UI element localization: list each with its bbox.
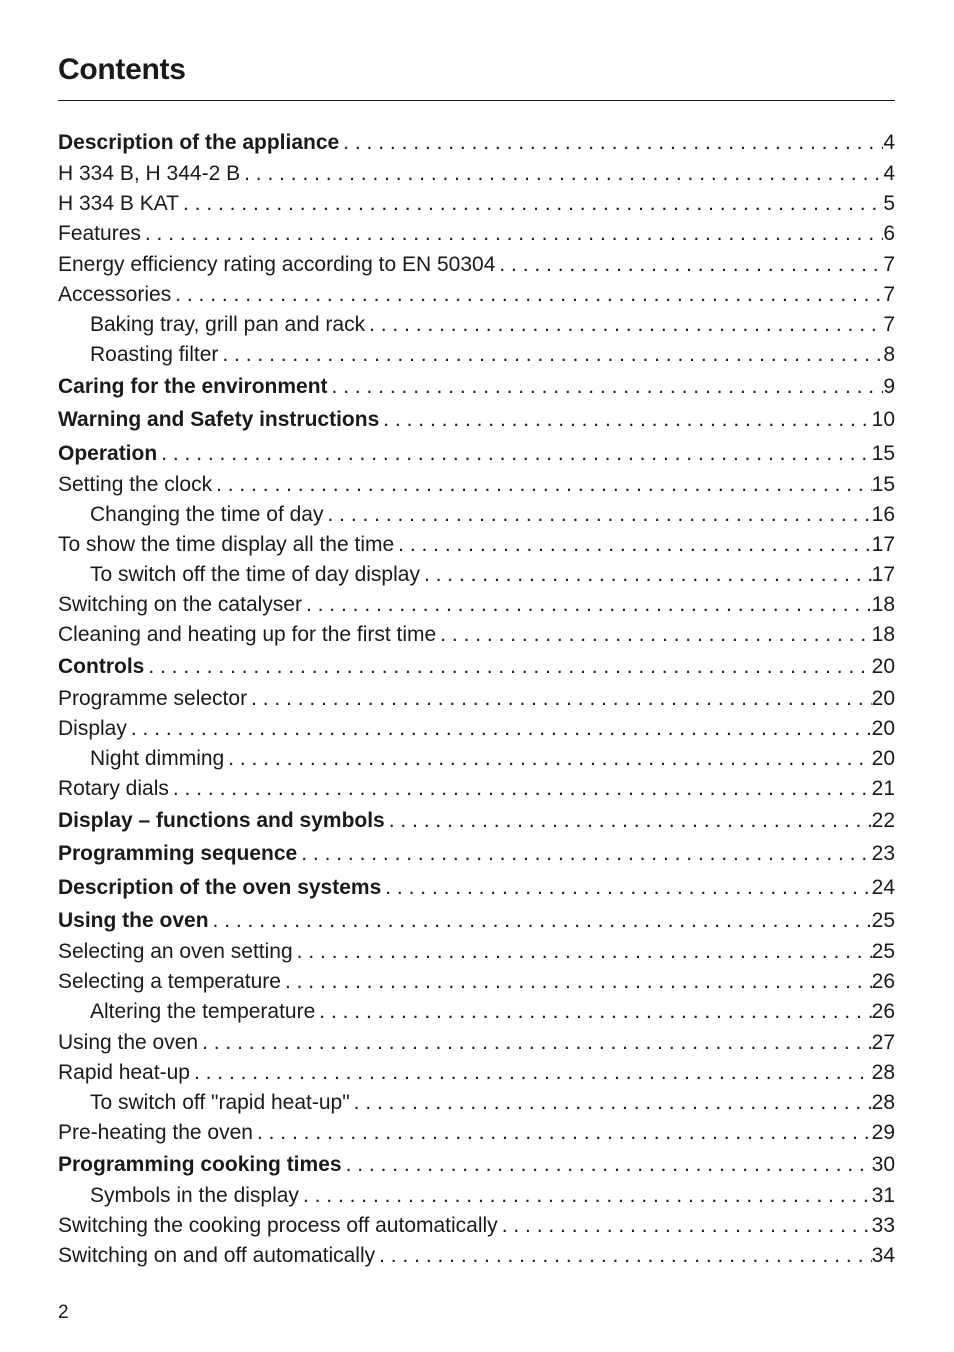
toc-entry[interactable] [58,470,895,500]
toc-entry-page: 29 [871,1120,895,1144]
toc-entry-label: Roasting filter [90,342,219,366]
toc-entry[interactable] [58,1211,895,1241]
toc-entry-page: 20 [871,716,895,740]
toc-dot-leader [198,1028,872,1058]
toc-entry-page: 28 [871,1060,895,1084]
toc-entry-page: 7 [883,312,895,336]
toc-dot-leader [302,590,872,620]
toc-subentry[interactable] [58,340,895,370]
toc-subentry[interactable] [58,1088,895,1118]
toc-entry-label: To switch off the time of day display [90,563,420,587]
toc-dot-leader [179,189,883,219]
toc-entry-page: 7 [883,252,895,276]
toc-section-entry[interactable] [58,904,895,937]
toc-dot-leader [212,470,872,500]
table-of-contents [58,126,895,1272]
toc-dot-leader [342,1148,872,1181]
toc-entry-label: Display [58,716,127,740]
toc-dot-leader [375,1241,872,1271]
toc-section-entry[interactable] [58,370,895,403]
toc-dot-leader [323,500,871,530]
toc-entry-label: H 334 B, H 344-2 B [58,162,241,186]
toc-entry-label: Night dimming [90,746,225,770]
toc-entry-label: Energy efficiency rating according to EN 50304 [58,252,496,276]
toc-entry-label: Caring for the environment [58,374,328,398]
toc-section-entry[interactable] [58,1148,895,1181]
toc-entry[interactable] [58,1241,895,1271]
toc-entry-page: 33 [871,1214,895,1238]
toc-entry[interactable] [58,280,895,310]
toc-entry-page: 17 [871,533,895,557]
toc-entry-label: Operation [58,441,158,465]
toc-dot-leader [379,403,871,436]
toc-entry[interactable] [58,1058,895,1088]
toc-entry-label: Altering the temperature [90,1000,316,1024]
toc-entry-label: Programming sequence [58,842,298,866]
toc-entry-label: Controls [58,655,145,679]
toc-entry-page: 18 [871,623,895,647]
toc-entry-page: 16 [871,502,895,526]
title-divider [58,100,895,101]
toc-entry-page: 23 [871,842,895,866]
toc-dot-leader [171,280,883,310]
toc-entry-label: Pre-heating the oven [58,1120,253,1144]
toc-entry-page: 34 [871,1244,895,1268]
toc-entry-label: To show the time display all the time [58,533,395,557]
toc-entry-page: 6 [883,222,895,246]
toc-entry-page: 26 [871,970,895,994]
toc-entry[interactable] [58,714,895,744]
toc-entry-page: 7 [883,282,895,306]
toc-entry-page: 30 [871,1152,895,1176]
toc-dot-leader [420,560,872,590]
toc-dot-leader [365,310,883,340]
toc-dot-leader [218,340,883,370]
toc-dot-leader [141,219,883,249]
toc-entry[interactable] [58,774,895,804]
toc-entry-page: 21 [871,776,895,800]
toc-entry[interactable] [58,1118,895,1148]
toc-entry-label: H 334 B KAT [58,192,179,216]
toc-entry-page: 18 [871,593,895,617]
toc-entry-label: Description of the appliance [58,131,340,154]
toc-entry-label: Cleaning and heating up for the first time [58,623,437,647]
toc-entry[interactable] [58,189,895,219]
toc-dot-leader [328,370,884,403]
toc-subentry[interactable] [58,310,895,340]
toc-dot-leader [157,437,871,470]
toc-entry-label: Rapid heat-up [58,1060,190,1084]
toc-dot-leader [385,804,872,837]
toc-dot-leader [495,250,883,280]
toc-entry-label: Warning and Safety instructions [58,408,380,432]
toc-entry-label: Rotary dials [58,776,169,800]
toc-dot-leader [297,837,871,870]
toc-entry-page: 20 [871,686,895,710]
toc-entry-page: 24 [871,875,895,899]
toc-dot-leader [169,774,872,804]
toc-entry-page: 25 [871,940,895,964]
toc-entry-label: Selecting an oven setting [58,940,293,964]
toc-entry-label: Baking tray, grill pan and rack [90,312,366,336]
toc-entry-page: 20 [871,655,895,679]
toc-entry[interactable] [58,530,895,560]
toc-entry-page: 15 [871,472,895,496]
toc-section-entry[interactable] [58,871,895,904]
toc-entry-label: Programme selector [58,686,248,710]
toc-entry-page: 5 [883,192,895,216]
toc-dot-leader [281,967,872,997]
toc-entry-page: 31 [871,1184,895,1208]
toc-entry-page: 9 [883,374,895,398]
toc-entry[interactable] [58,1028,895,1058]
toc-subentry[interactable] [58,560,895,590]
toc-entry-page: 4 [883,162,895,186]
toc-dot-leader [247,684,872,714]
toc-entry[interactable] [58,219,895,249]
toc-dot-leader [299,1181,872,1211]
toc-dot-leader [190,1058,872,1088]
toc-entry-label: Selecting a temperature [58,970,281,994]
toc-dot-leader [127,714,872,744]
toc-section-entry[interactable] [58,650,895,683]
toc-dot-leader [293,937,872,967]
toc-entry-page: 8 [883,342,895,366]
toc-dot-leader [315,997,871,1027]
toc-entry-label: Setting the clock [58,472,213,496]
toc-section-entry[interactable] [58,837,895,870]
toc-dot-leader [339,126,883,159]
toc-entry-page: 27 [871,1030,895,1054]
toc-dot-leader [436,620,871,650]
toc-section-entry[interactable] [58,126,895,159]
toc-dot-leader [209,904,872,937]
toc-entry-label: Display – functions and symbols [58,809,385,833]
toc-subentry[interactable] [58,997,895,1027]
toc-entry-label: Switching on the catalyser [58,593,302,617]
toc-dot-leader [144,650,871,683]
toc-subentry[interactable] [58,500,895,530]
toc-entry-label: Description of the oven systems [58,875,382,899]
toc-dot-leader [381,871,871,904]
toc-entry-page: 28 [871,1090,895,1114]
toc-entry-page: 17 [871,563,895,587]
toc-dot-leader [350,1088,872,1118]
toc-entry-label: Switching the cooking process off automatically [58,1214,498,1238]
toc-entry[interactable] [58,590,895,620]
toc-entry-page: 10 [871,408,895,432]
toc-subentry[interactable] [58,1181,895,1211]
toc-entry-label: Using the oven [58,908,209,932]
toc-dot-leader [394,530,871,560]
toc-section-entry[interactable] [58,403,895,436]
toc-dot-leader [498,1211,872,1241]
toc-entry[interactable] [58,620,895,650]
toc-entry[interactable] [58,250,895,280]
toc-entry-label: Accessories [58,282,172,306]
toc-section-entry[interactable] [58,804,895,837]
toc-entry-label: Features [58,222,141,246]
toc-entry-label: To switch off "rapid heat-up" [90,1090,350,1114]
page-title: Contents [58,53,186,86]
toc-entry[interactable] [58,684,895,714]
toc-entry-label: Switching on and off automatically [58,1244,376,1268]
toc-subentry[interactable] [58,744,895,774]
toc-entry-label: Changing the time of day [90,502,324,526]
toc-entry-page: 20 [871,746,895,770]
toc-entry[interactable] [58,159,895,189]
toc-dot-leader [224,744,871,774]
toc-entry-label: Using the oven [58,1030,199,1054]
toc-entry-page: 25 [871,908,895,932]
toc-entry-page: 22 [871,809,895,833]
page-number: 2 [58,1302,69,1323]
toc-entry-page: 26 [871,1000,895,1024]
toc-section-entry[interactable] [58,437,895,470]
toc-entry-label: Symbols in the display [90,1184,299,1208]
toc-entry-label: Programming cooking times [58,1152,342,1176]
toc-dot-leader [240,159,883,189]
toc-entry[interactable] [58,937,895,967]
toc-dot-leader [253,1118,872,1148]
toc-entry[interactable] [58,967,895,997]
toc-entry-page: 4 [883,131,895,154]
toc-entry-page: 15 [871,441,895,465]
